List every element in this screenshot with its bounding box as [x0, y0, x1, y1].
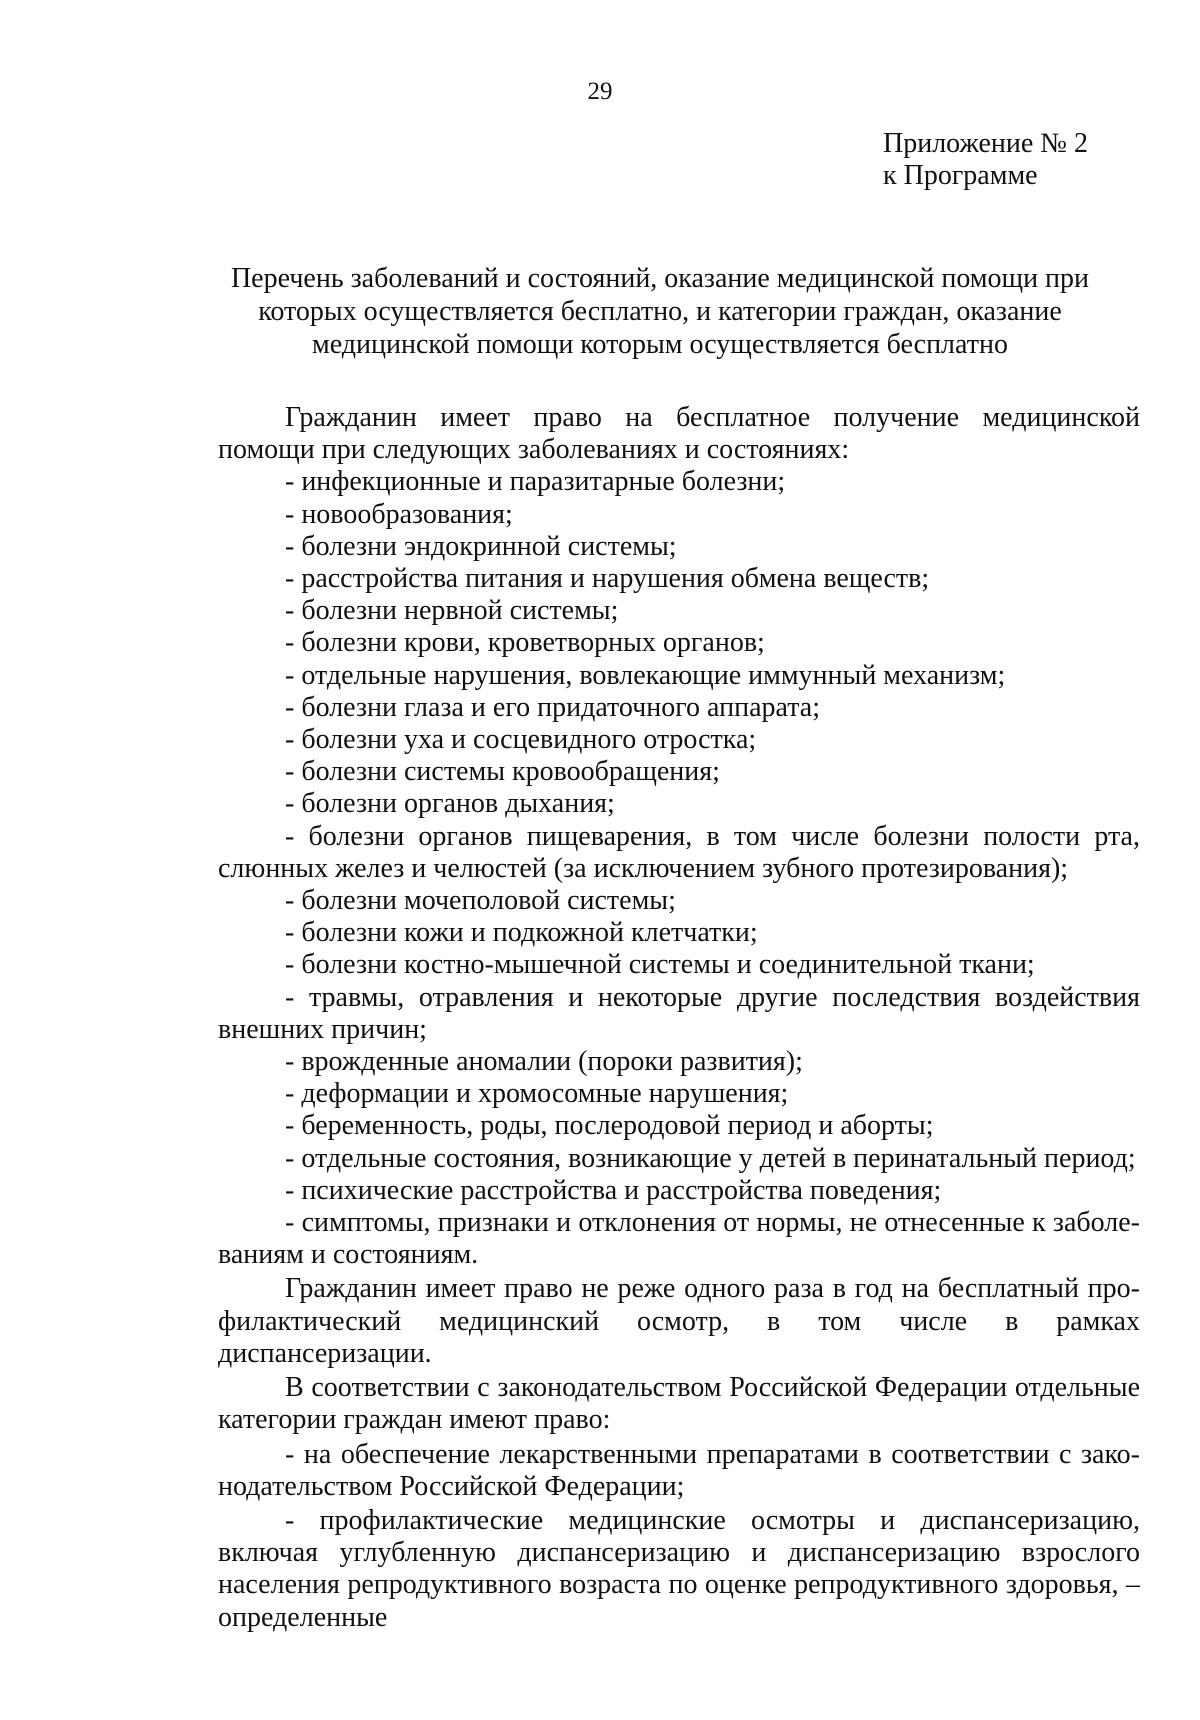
checkup-paragraph: Гражданин имеет право не реже одного раза в год на бесплатный профилактический медицинский осмотр, в том числе в рамках диспансеризации. — [218, 1273, 1140, 1369]
list-item: - отдельные состояния, возникающие у детей в перинатальный период; — [285, 1142, 1136, 1174]
document-body — [218, 402, 1140, 1634]
list-item: - болезни глаза и его придаточного аппарата; — [285, 691, 820, 723]
list-item: - деформации и хромосомные нарушения; — [285, 1078, 789, 1110]
page-number: 29 — [587, 78, 613, 105]
intro-paragraph: Гражданин имеет право на бесплатное получение медицинской помощи при следующих заболеваниях и состояниях: — [218, 402, 1140, 466]
appendix-note — [883, 128, 1088, 192]
list-item: - болезни органов дыхания; — [285, 788, 615, 820]
list-item: - новообразования; — [285, 498, 513, 530]
list-item: - болезни крови, кроветворных органов; — [285, 627, 765, 659]
list-item: - болезни системы кровообращения; — [285, 756, 720, 788]
list-item: - травмы, отравления и некоторые другие последствия воздействия внешних причин; — [218, 981, 1140, 1045]
list-item: - отдельные нарушения, вовлекающие иммунный механизм; — [285, 659, 1006, 691]
document-title — [220, 262, 1100, 361]
list-item: - беременность, роды, послеродовой период и аборты; — [285, 1110, 934, 1142]
appendix-line-1: Приложение № 2 — [883, 128, 1088, 159]
list-item: - психические расстройства и расстройства поведения; — [285, 1174, 942, 1206]
list-item: - болезни органов пищеварения, в том числе болезни полости рта, слюнных желез и челюстей (за исключением зубного протезирования); — [218, 820, 1140, 884]
list-item: - врожденные аномалии (пороки развития); — [285, 1046, 803, 1078]
list-item: - болезни эндокринной системы; — [285, 530, 677, 562]
list-item: - расстройства питания и нарушения обмена веществ; — [285, 563, 930, 595]
title-line-1: Перечень заболеваний и состояний, оказание медицинской помощи при — [230, 263, 1090, 294]
list-item: - болезни уха и сосцевидного отростка; — [285, 724, 757, 756]
list-item: - на обеспечение лекарственными препаратами в соответствии с законодательством Российской Федерации; — [218, 1438, 1140, 1502]
list-item: - болезни костно-мышечной системы и соединительной ткани; — [285, 949, 1035, 981]
title-line-2: которых осуществляется бесплатно, и категории граждан, оказание — [258, 296, 1062, 327]
list-item: - профилактические медицинские осмотры и диспансеризацию, включая углубленную диспансеризацию и диспансеризацию взрослого населения репродуктивного возраста по оценке репродуктивного здоровья, – определенные — [218, 1504, 1140, 1633]
list-item: - болезни нервной системы; — [285, 595, 619, 627]
list-item: - инфекционные и паразитарные болезни; — [285, 466, 786, 498]
list-item: - болезни мочеполовой системы; — [285, 885, 676, 917]
categories-paragraph: В соответствии с законодательством Российской Федерации отдельные категории граждан имеют право: — [218, 1372, 1140, 1436]
list-item: - болезни кожи и подкожной клетчатки; — [285, 917, 758, 949]
title-line-3: медицинской помощи которым осуществляется бесплатно — [312, 329, 1008, 360]
appendix-line-2: к Программе — [883, 160, 1038, 191]
list-item: - симптомы, признаки и отклонения от нормы, не отнесенные к заболеваниям и состояниям. — [218, 1207, 1140, 1271]
